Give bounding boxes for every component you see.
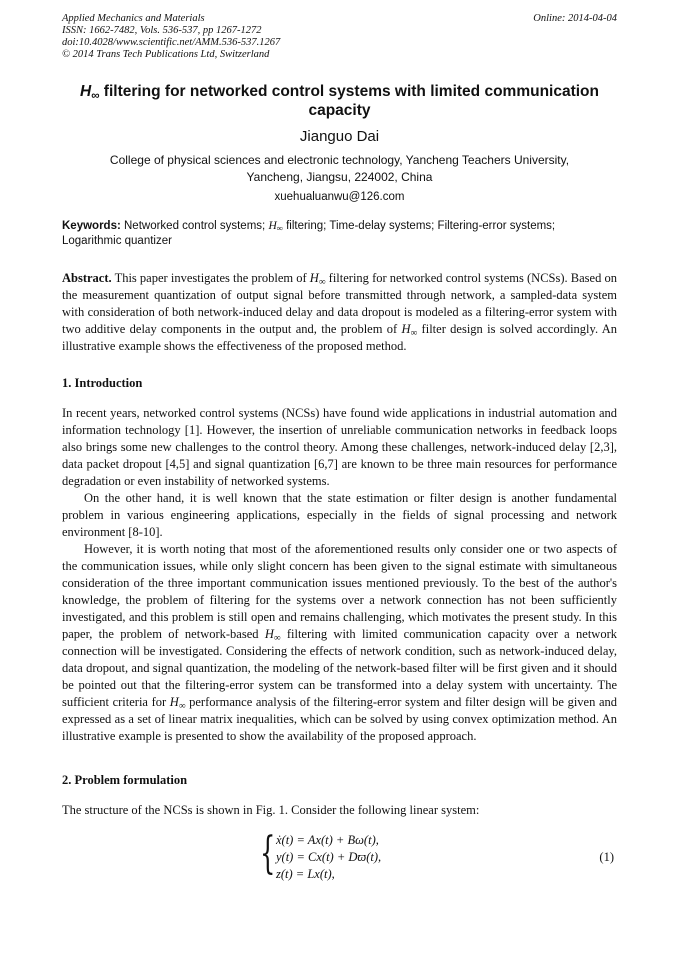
paragraph: In recent years, networked control systems (NCSs) have found wide applications in industrial automation and information technology [1]. However, the insertion of unreliable communication networks in feedback loops also brings some new challenges to the control theory. Among these challenges, network-induced delay [2,3], data packet dropout [4,5] and signal quantization [6,7] are known to be three main resources for performance degradation or even instability of networked systems. xyxy=(62,406,617,488)
affiliation xyxy=(62,152,617,186)
h-infinity-symbol: $H_\infty$ xyxy=(80,83,100,102)
left-brace: { xyxy=(260,828,276,879)
journal-header xyxy=(62,13,617,61)
journal-doi: doi:10.4028/www.scientific.net/AMM.536-537.1267 xyxy=(62,37,281,48)
affiliation-line-2: Yancheng, Jiangsu, 224002, China xyxy=(246,170,433,184)
title-text: filtering for networked control systems with limited communication capacity xyxy=(99,83,599,119)
paper-title xyxy=(62,82,617,120)
affiliation-line-1: College of physical sciences and electronic technology, Yancheng Teachers University, xyxy=(109,153,570,167)
section-heading-problem-formulation: 2. Problem formulation xyxy=(62,773,188,787)
h-infinity-symbol: $H_\infty$ xyxy=(169,695,186,712)
journal-name: Applied Mechanics and Materials xyxy=(62,13,205,24)
author-email: xuehualuanwu@126.com xyxy=(274,191,405,203)
introduction-body xyxy=(62,405,617,745)
paragraph: On the other hand, it is well known that the state estimation or filter design is another fundamental problem in various engineering applications, especially in the fields of signal processing and network environment [8-10]. xyxy=(62,491,617,539)
equation-line: ẋ(t) = Ax(t) + Bω(t), xyxy=(276,833,379,847)
section-heading-introduction: 1. Introduction xyxy=(62,376,143,390)
equation-number: (1) xyxy=(599,850,614,864)
h-infinity-symbol: $H_\infty$ xyxy=(309,271,326,288)
h-infinity-symbol: $H_\infty$ xyxy=(264,627,281,644)
journal-issn: ISSN: 1662-7482, Vols. 536-537, pp 1267-1272 xyxy=(62,25,262,36)
journal-copyright: © 2014 Trans Tech Publications Ltd, Switzerland xyxy=(62,49,270,60)
equation-lines xyxy=(276,832,381,883)
author-name: Jianguo Dai xyxy=(299,128,380,145)
paragraph: However, it is worth noting that most of the aforementioned results only consider one or two aspects of the communication issues, while only slight concern has been given to the signal estimate with simultaneous consideration of the three important communication issues mentioned previously. To the best of the author's knowledge, the problem of filtering for the systems over a network connection has not been sufficiently investigated, and this problem is still open and remains challenging, which motivates the present study. In this paper, the problem of network-based $H_\infty$ filtering with limited communication capacity over a network connection will be investigated. Considering the effects of network condition, such as network-induced delay, data dropout, and signal quantization, the modeling of the network-based filter will be first given and it should be pointed out that the filtering-error system can be transformed into a delay system with uncertainty. The sufficient criteria for $H_\infty$ performance analysis of the filtering-error system and filter design will be given and expressed as a set of linear matrix inequalities, which can be solved by using convex optimization method. An illustrative example is presented to show the availability of the proposed approach. xyxy=(62,542,617,743)
h-infinity-symbol: $H_\infty$ xyxy=(401,322,418,339)
equation-line: y(t) = Cx(t) + Dϖ(t), xyxy=(276,850,382,864)
keywords-label: Keywords: xyxy=(62,220,121,232)
equation-1 xyxy=(258,828,618,884)
abstract-label: Abstract. xyxy=(62,271,112,285)
paragraph: The structure of the NCSs is shown in Fig. 1. Consider the following linear system: xyxy=(62,803,480,817)
online-date: Online: 2014-04-04 xyxy=(533,13,617,24)
equation-line: z(t) = Lx(t), xyxy=(276,867,335,881)
keywords: Keywords: Networked control systems; $H_\infty$ filtering; Time-delay systems; Filtering-error systems; Logarithmic quantizer xyxy=(62,220,556,247)
abstract: Abstract. This paper investigates the problem of $H_\infty$ filtering for networked control systems (NCSs). Based on the measurement quantization of output signal before transmitted through network, a sampled-data system with consideration of both network-induced delay and data dropout is modeled as a filtering-error system with two additive delay components in the output and, the problem of $H_\infty$ filter design is solved accordingly. An illustrative example shows the effectiveness of the proposed method. xyxy=(62,271,617,353)
h-infinity-symbol: $H_\infty$ xyxy=(268,220,283,234)
